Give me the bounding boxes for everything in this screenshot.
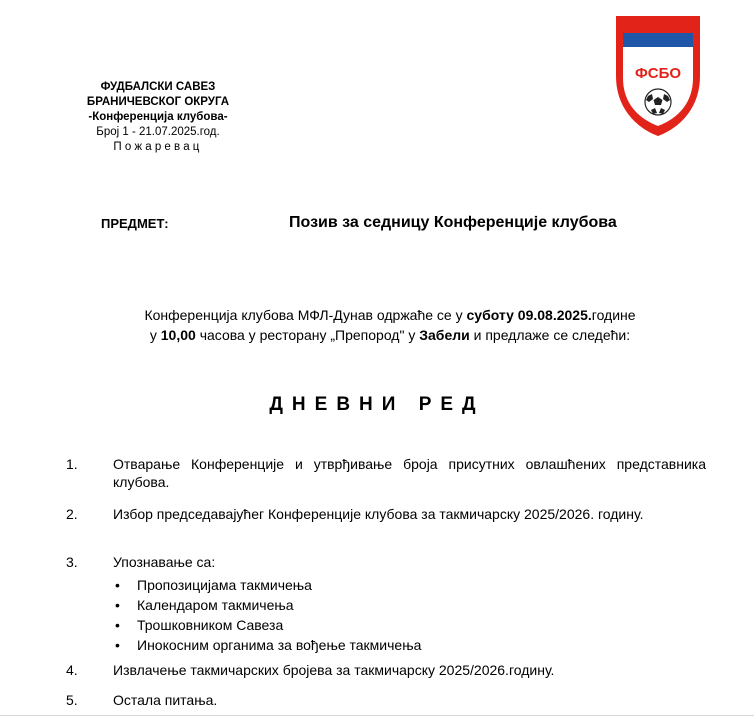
agenda-subitem <box>113 635 706 655</box>
agenda-title: ДНЕВНИ РЕД <box>269 394 485 415</box>
intro-line1 <box>40 305 740 325</box>
agenda-subitem-text: Календаром такмичења <box>137 597 294 613</box>
org-name-line2: БРАНИЧЕВСКОГ ОКРУГА <box>86 96 230 108</box>
subject-text: Позив за седницу Конференције клубова <box>289 214 617 231</box>
agenda-item-text: Извлачење такмичарских бројева за такмичарску 2025/2026.годину. <box>113 662 555 678</box>
agenda-subitem-text: Инокосним органима за вођење такмичења <box>137 637 422 653</box>
agenda-item-number: 2. <box>66 506 78 522</box>
flag-white-stripe <box>623 47 693 61</box>
subject-label: ПРЕДМЕТ: <box>101 216 169 231</box>
bullet-icon: • <box>115 617 120 633</box>
page-bottom-edge <box>0 715 754 716</box>
intro-text-3: у <box>149 327 161 343</box>
intro-text-2: године <box>591 307 636 323</box>
agenda-item-text: Отварање Конференције и утврђивање броја присутних овлашћених представника клубова. <box>113 456 706 490</box>
intro-line2 <box>40 325 740 345</box>
football-icon <box>645 89 671 115</box>
bullet-icon: • <box>115 597 120 613</box>
intro-text-1: Конференција клубова МФЛ-Дунав одржаће се у <box>144 307 467 323</box>
intro-text-5: и предлаже се следећи: <box>469 327 631 343</box>
bullet-icon: • <box>115 577 120 593</box>
agenda-item-number: 1. <box>66 456 78 472</box>
meeting-time: 10,00 <box>160 327 196 343</box>
agenda-item-text: Избор председавајућег Конференције клубова за такмичарску 2025/2026. годину. <box>113 506 644 522</box>
agenda-subitem <box>113 575 706 595</box>
document-number: Број 1 - 21.07.2025.год. <box>96 126 220 138</box>
fsbo-logo <box>613 14 703 138</box>
agenda-item-number: 4. <box>66 662 78 678</box>
organization-header <box>58 80 258 155</box>
invitation-paragraph <box>40 305 740 345</box>
org-name-line1: ФУДБАЛСКИ САВЕЗ <box>100 81 216 93</box>
intro-text-4: часова у ресторану „Препород" у <box>195 327 420 343</box>
bullet-icon: • <box>115 637 120 653</box>
meeting-place: Забели <box>419 327 470 343</box>
agenda-item-text: Остала питања. <box>113 692 218 708</box>
city: Пожаревац <box>113 141 203 153</box>
agenda-item-text: Упознавање са: <box>113 554 216 570</box>
meeting-date: суботу 09.08.2025. <box>466 307 592 323</box>
agenda-subitem <box>113 595 706 615</box>
agenda-subitem-text: Пропозицијама такмичења <box>137 577 312 593</box>
agenda-subitem-text: Трошковником Савеза <box>137 617 284 633</box>
agenda-item-number: 5. <box>66 692 78 708</box>
org-body-line: -Конференција клубова- <box>88 111 228 123</box>
flag-blue-stripe <box>623 33 693 47</box>
agenda-subitem <box>113 615 706 635</box>
agenda-subitems <box>113 575 706 655</box>
logo-text: ФСБО <box>634 65 682 82</box>
agenda-item-number: 3. <box>66 554 78 570</box>
